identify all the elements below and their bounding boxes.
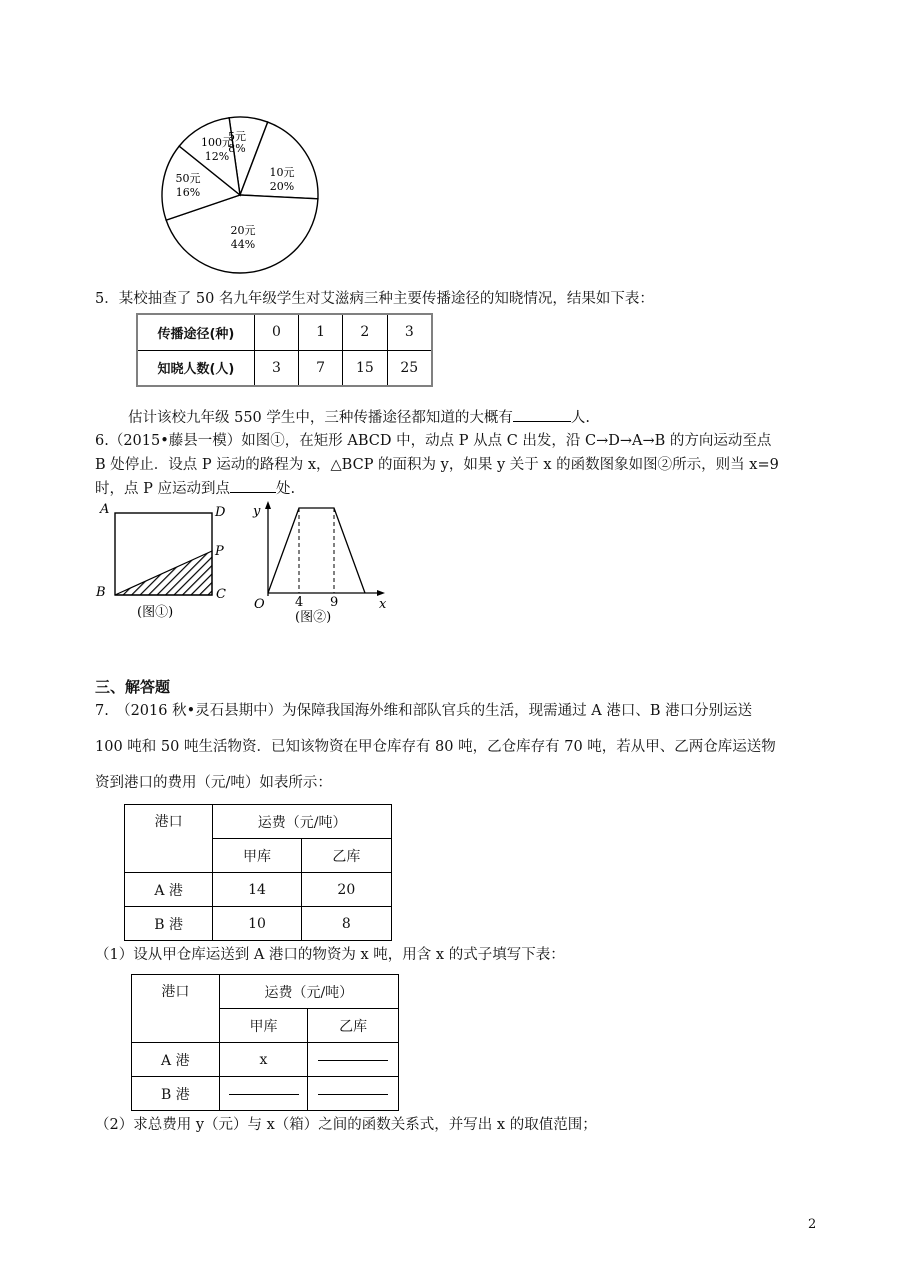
q5-table-cell: 1 xyxy=(299,314,343,350)
q5-table xyxy=(136,313,433,387)
x-axis-label: x xyxy=(379,597,387,612)
q7-table-corner: 港口 xyxy=(125,805,213,873)
pie-percent-50: 16% xyxy=(175,186,201,199)
pie-label-50: 50元 xyxy=(175,172,201,185)
q7-table-cell: 14 xyxy=(213,873,301,907)
q6-line-3-end: 处. xyxy=(275,481,296,497)
q6-answer-blank[interactable] xyxy=(230,492,276,493)
section-3-title: 三、解答题 xyxy=(95,678,171,696)
pie-percent-5: 8% xyxy=(228,142,246,155)
page-number: 2 xyxy=(808,1217,817,1232)
q5-question-end: 人. xyxy=(570,410,591,426)
pie-percent-20: 44% xyxy=(230,238,256,251)
q7-fill-table-row-b: B 港 xyxy=(132,1077,220,1111)
pie-label-20: 20元 xyxy=(230,224,256,237)
q5-answer-blank[interactable] xyxy=(513,421,571,422)
q5-question xyxy=(128,408,590,428)
figure-2-graph xyxy=(248,498,393,630)
point-c-label: C xyxy=(216,587,226,602)
q7-table-col-yi: 乙库 xyxy=(301,839,391,873)
q7-fill-blank-b1[interactable] xyxy=(219,1077,308,1111)
q5-table-cell: 25 xyxy=(387,350,432,386)
pie-label-5: 5元 xyxy=(228,130,246,143)
q7-part-2: （2）求总费用 y（元）与 x（箱）之间的函数关系式，并写出 x 的取值范围； xyxy=(95,1117,597,1133)
q7-table-cell: 8 xyxy=(301,907,391,941)
figure-1-rectangle xyxy=(92,498,237,630)
pie-label-100: 100元 xyxy=(201,136,233,149)
q7-line-2: 100 吨和 50 吨生活物资．已知该物资在甲仓库存有 80 吨，乙仓库存有 70 吨，若从甲、乙两仓库运送物 xyxy=(95,739,776,755)
q5-table-cell: 0 xyxy=(254,314,298,350)
pie-label-10: 10元 xyxy=(269,166,295,179)
point-b-label: B xyxy=(96,585,106,600)
q6-line-1: 6.（2015•藤县一模）如图①，在矩形 ABCD 中，动点 P 从点 C 出发，沿 C→D→A→B 的方向运动至点 xyxy=(95,433,772,449)
q7-fill-table-row-a: A 港 xyxy=(132,1043,220,1077)
q7-table-col-jia: 甲库 xyxy=(213,839,301,873)
q7-table-cell: 10 xyxy=(213,907,301,941)
tick-4-label: 4 xyxy=(295,595,304,610)
q5-number: 5． xyxy=(95,291,119,307)
q7-table-cell: 20 xyxy=(301,873,391,907)
q7-fill-table-cell: x xyxy=(219,1043,308,1077)
q7-line-1: 7. （2016 秋•灵石县期中）为保障我国海外维和部队官兵的生活，现需通过 A 港口、B 港口分别运送 xyxy=(95,703,753,719)
y-axis-label: y xyxy=(253,504,261,519)
figure-2-caption: (图②) xyxy=(295,610,332,625)
q5-table-header-counts: 知晓人数(人) xyxy=(137,350,254,386)
q7-table-fee-header: 运费（元/吨） xyxy=(213,805,392,839)
q5-table-cell: 2 xyxy=(343,314,387,350)
q5-table-cell: 7 xyxy=(299,350,343,386)
tick-9-label: 9 xyxy=(330,595,339,610)
q5-table-cell: 15 xyxy=(343,350,387,386)
point-p-label: P xyxy=(215,544,224,559)
q5-question-text: 估计该校九年级 550 学生中，三种传播途径都知道的大概有 xyxy=(128,410,513,426)
q7-fee-table xyxy=(124,804,392,941)
function-graph xyxy=(268,508,365,593)
figure-1-caption: (图①) xyxy=(137,605,174,620)
q7-fill-table xyxy=(131,974,399,1111)
pie-percent-10: 20% xyxy=(269,180,295,193)
q7-fill-table-col-yi: 乙库 xyxy=(308,1009,399,1043)
q7-table-row-a: A 港 xyxy=(125,873,213,907)
q7-fill-table-corner: 港口 xyxy=(132,975,220,1043)
point-a-label: A xyxy=(100,502,110,517)
q7-fill-table-fee-header: 运费（元/吨） xyxy=(219,975,398,1009)
pie-percent-100: 12% xyxy=(204,150,230,163)
q5-text xyxy=(95,289,654,309)
q5-table-cell: 3 xyxy=(254,350,298,386)
q5-table-cell: 3 xyxy=(387,314,432,350)
point-d-label: D xyxy=(215,505,226,520)
q7-part-1: （1）设从甲仓库运送到 A 港口的物资为 x 吨，用含 x 的式子填写下表： xyxy=(95,947,565,963)
q6-line-3 xyxy=(95,479,295,499)
q7-fill-blank-b2[interactable] xyxy=(308,1077,399,1111)
q7-table-row-b: B 港 xyxy=(125,907,213,941)
origin-label: O xyxy=(254,597,265,612)
pie-chart xyxy=(155,110,325,280)
q6-line-2: B 处停止．设点 P 运动的路程为 x，△BCP 的面积为 y，如果 y 关于 x 的函数图象如图②所示，则当 x=9 xyxy=(95,457,779,473)
triangle-bcp-shaded xyxy=(115,551,212,595)
q7-fill-table-col-jia: 甲库 xyxy=(219,1009,308,1043)
q5-table-header-routes: 传播途径(种) xyxy=(137,314,254,350)
q7-fill-blank-a2[interactable] xyxy=(308,1043,399,1077)
q6-line-3-text: 时，点 P 应运动到点 xyxy=(95,481,230,497)
q5-statement: 某校抽查了 50 名九年级学生对艾滋病三种主要传播途径的知晓情况，结果如下表： xyxy=(118,291,654,307)
q7-line-3: 资到港口的费用（元/吨）如表所示： xyxy=(95,775,332,791)
